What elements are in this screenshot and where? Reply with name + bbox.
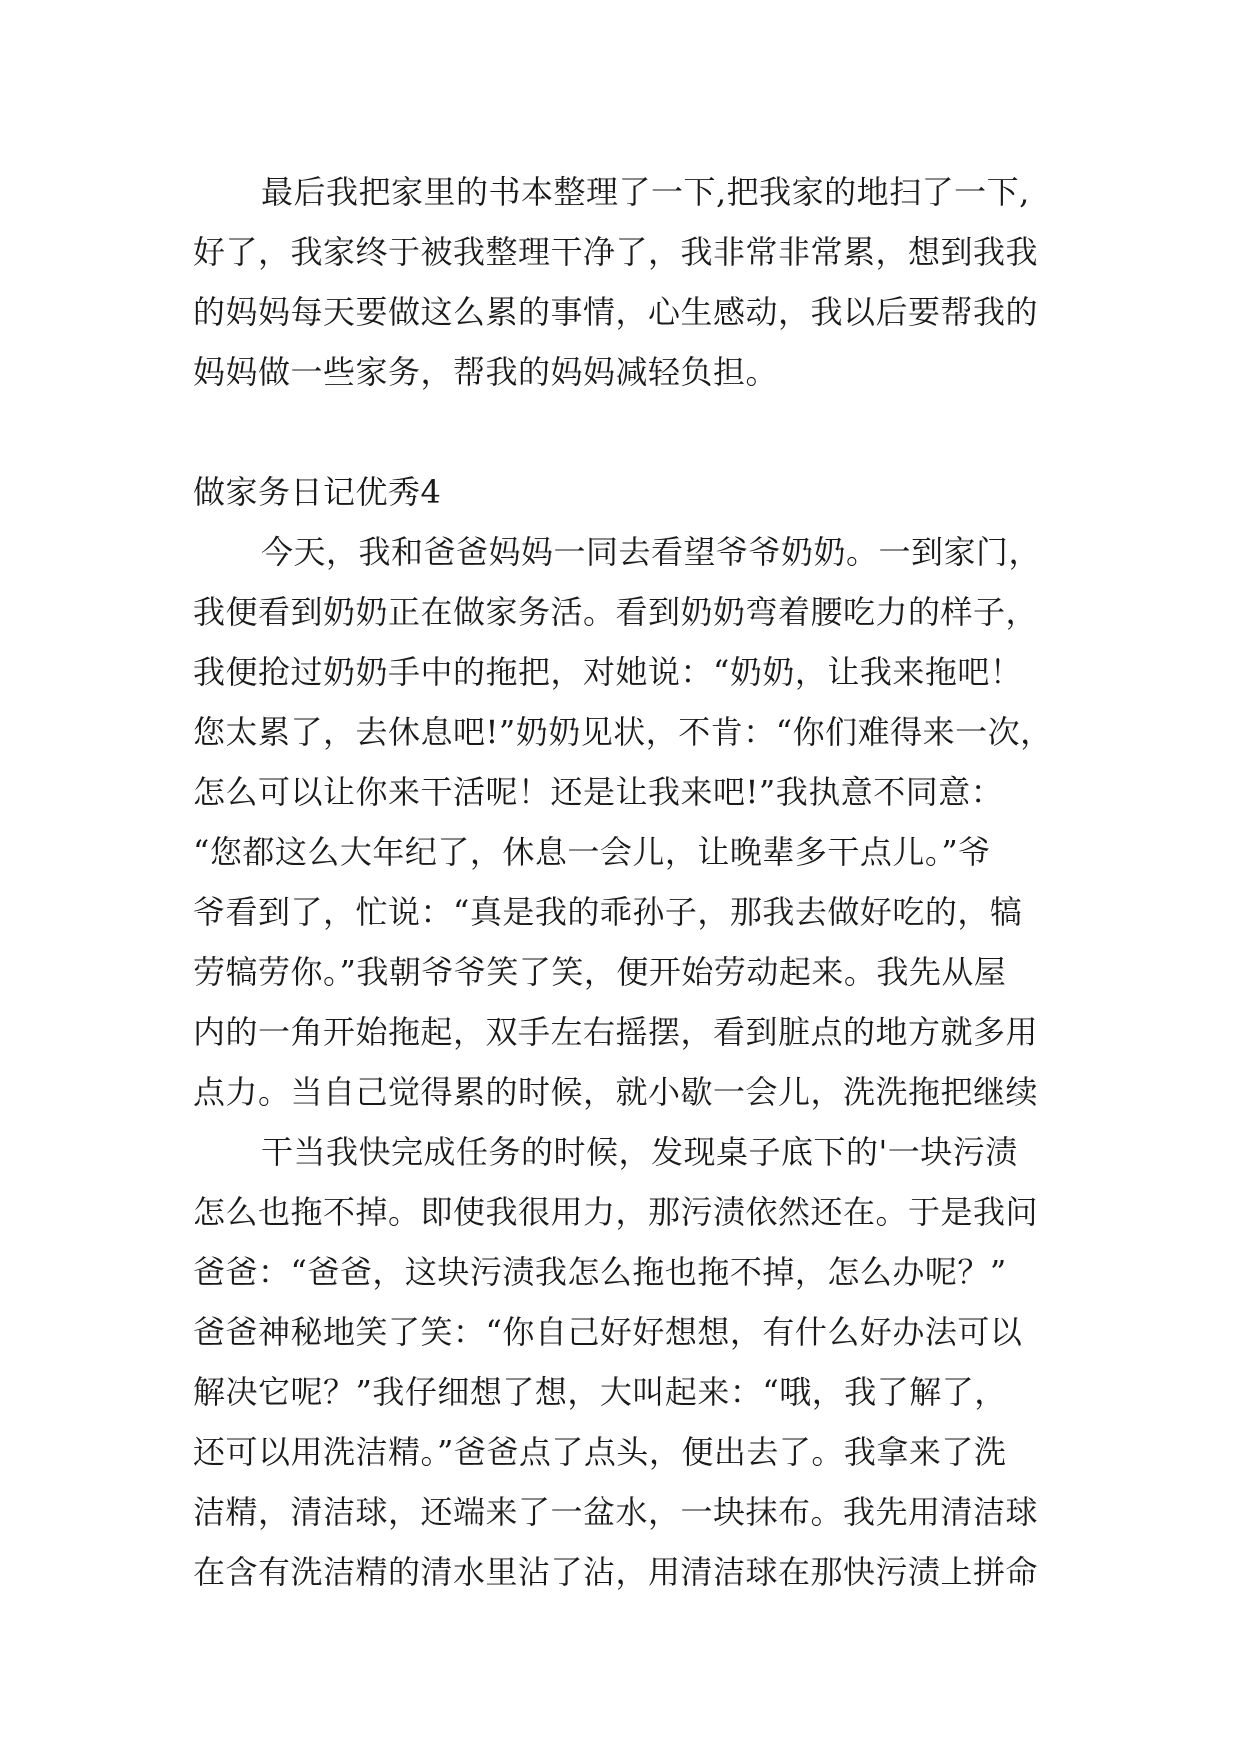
paragraph-line: 我便抢过奶奶手中的拖把，对她说：“奶奶，让我来拖吧！ <box>193 653 1023 691</box>
document-body <box>193 162 1073 1602</box>
paragraph-line: 点力。当自己觉得累的时候，就小歇一会儿，洗洗拖把继续 <box>193 1073 1039 1111</box>
paragraph-line: 爸爸神秘地笑了笑：“你自己好好想想，有什么好办法可以 <box>193 1313 1023 1351</box>
paragraph-line: 好了，我家终于被我整理干净了，我非常非常累，想到我我 <box>193 233 1039 271</box>
paragraph-line: “您都这么大年纪了，休息一会儿，让晚辈多干点儿。”爷 <box>193 833 991 871</box>
paragraph-line: 爸爸：“爸爸，这块污渍我怎么拖也拖不掉，怎么办呢？” <box>193 1253 1007 1291</box>
paragraph-line: 在含有洗洁精的清水里沾了沾，用清洁球在那快污渍上拼命 <box>193 1553 1039 1591</box>
paragraph-line: 干当我快完成任务的时候，发现桌子底下的'一块污渍 <box>261 1133 1018 1171</box>
paragraph-gap <box>193 402 1073 462</box>
paragraph-line: 劳犒劳你。”我朝爷爷笑了笑，便开始劳动起来。我先从屋 <box>193 953 1007 991</box>
paragraph-line: 的妈妈每天要做这么累的事情，心生感动，我以后要帮我的 <box>193 293 1039 331</box>
paragraph-3 <box>193 1122 1073 1602</box>
paragraph-line: 怎么可以让你来干活呢！还是让我来吧!”我执意不同意： <box>193 773 1004 811</box>
section-heading: 做家务日记优秀4 <box>193 473 442 511</box>
paragraph-line: 内的一角开始拖起，双手左右摇摆，看到脏点的地方就多用 <box>193 1013 1039 1051</box>
paragraph-line: 还可以用洗洁精。”爸爸点了点头，便出去了。我拿来了洗 <box>193 1433 1007 1471</box>
paragraph-line: 最后我把家里的书本整理了一下,把我家的地扫了一下, <box>261 173 1030 211</box>
paragraph-line: 解决它呢？”我仔细想了想，大叫起来：“哦，我了解了， <box>193 1373 1007 1411</box>
paragraph-line: 今天，我和爸爸妈妈一同去看望爷爷奶奶。一到家门， <box>261 533 1042 571</box>
paragraph-line: 洁精，清洁球，还端来了一盆水，一块抹布。我先用清洁球 <box>193 1493 1039 1531</box>
paragraph-1 <box>193 162 1073 402</box>
paragraph-line: 爷看到了，忙说：“真是我的乖孙子，那我去做好吃的，犒 <box>193 893 1023 931</box>
paragraph-line: 您太累了，去休息吧!”奶奶见状，不肯：“你们难得来一次， <box>193 713 1053 751</box>
paragraph-line: 怎么也拖不掉。即使我很用力，那污渍依然还在。于是我问 <box>193 1193 1039 1231</box>
paragraph-2 <box>193 522 1073 1122</box>
paragraph-line: 我便看到奶奶正在做家务活。看到奶奶弯着腰吃力的样子， <box>193 593 1039 631</box>
paragraph-line: 妈妈做一些家务，帮我的妈妈减轻负担。 <box>193 353 779 391</box>
